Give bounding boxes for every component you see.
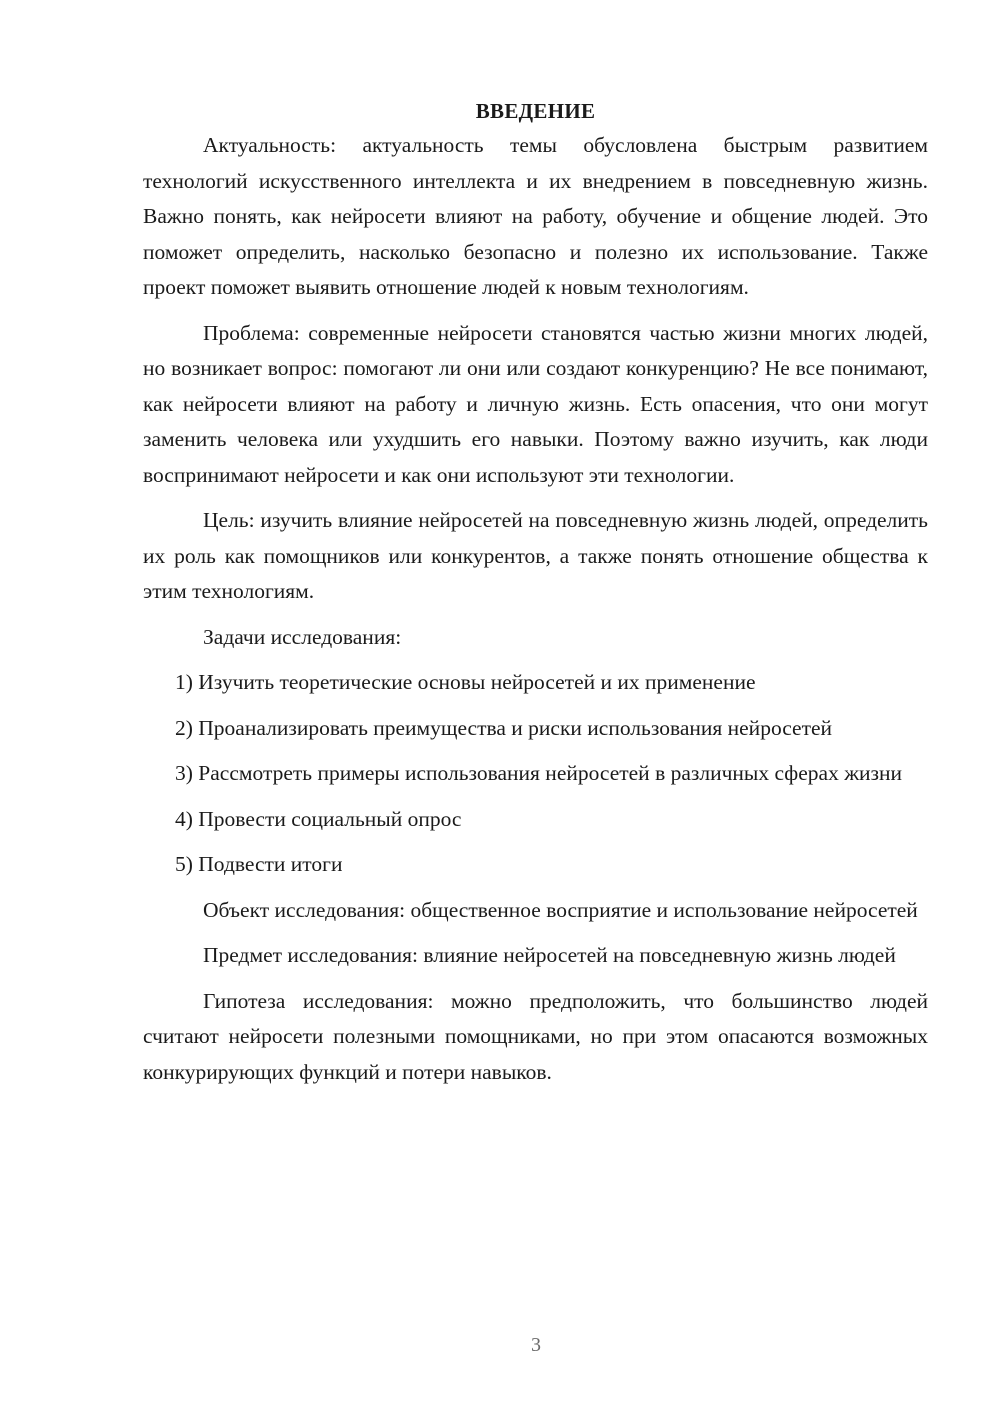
paragraph-hypothesis: Гипотеза исследования: можно предположить, что большинство людей считают нейросети полезными помощниками, но при этом опасаются возможных конкурирующих функций и потери навыков. bbox=[143, 988, 928, 1084]
paragraph-object: Объект исследования: общественное восприятие и использование нейросетей bbox=[203, 897, 918, 922]
task-item-4: 4) Провести социальный опрос bbox=[175, 806, 462, 831]
paragraph-relevance: Актуальность: актуальность темы обусловлена быстрым развитием технологий искусственного интеллекта и их внедрением в повседневную жизнь. Важно понять, как нейросети влияют на работу, обучение и общение людей. Это поможет определить, насколько безопасно и полезно их использование. Также проект поможет выявить отношение людей к новым технологиям. bbox=[143, 133, 928, 299]
task-item-2: 2) Проанализировать преимущества и риски использования нейросетей bbox=[175, 715, 833, 740]
document-page bbox=[143, 96, 928, 1090]
tasks-heading: Задачи исследования: bbox=[203, 624, 402, 649]
paragraph-subject: Предмет исследования: влияние нейросетей на повседневную жизнь людей bbox=[203, 943, 896, 967]
task-item-3: 3) Рассмотреть примеры использования нейросетей в различных сферах жизни bbox=[175, 761, 903, 785]
task-item-5: 5) Подвести итоги bbox=[175, 852, 343, 876]
paragraph-problem: Проблема: современные нейросети становятся частью жизни многих людей, но возникает вопрос: помогают ли они или создают конкуренцию? Не все понимают, как нейросети влияют на работу и личную жизнь. Есть опасения, что они могут заменить человека или ухудшить его навыки. Поэтому важно изучить, как люди воспринимают нейросети и как они используют эти технологии. bbox=[143, 320, 928, 487]
page-number: 3 bbox=[531, 1334, 541, 1356]
paragraph-goal: Цель: изучить влияние нейросетей на повседневную жизнь людей, определить их роль как помощников или конкурентов, а также понять отношение общества к этим технологиям. bbox=[143, 508, 928, 603]
page-title: ВВЕДЕНИЕ bbox=[475, 99, 596, 123]
task-item-1: 1) Изучить теоретические основы нейросетей и их применение bbox=[175, 670, 756, 694]
